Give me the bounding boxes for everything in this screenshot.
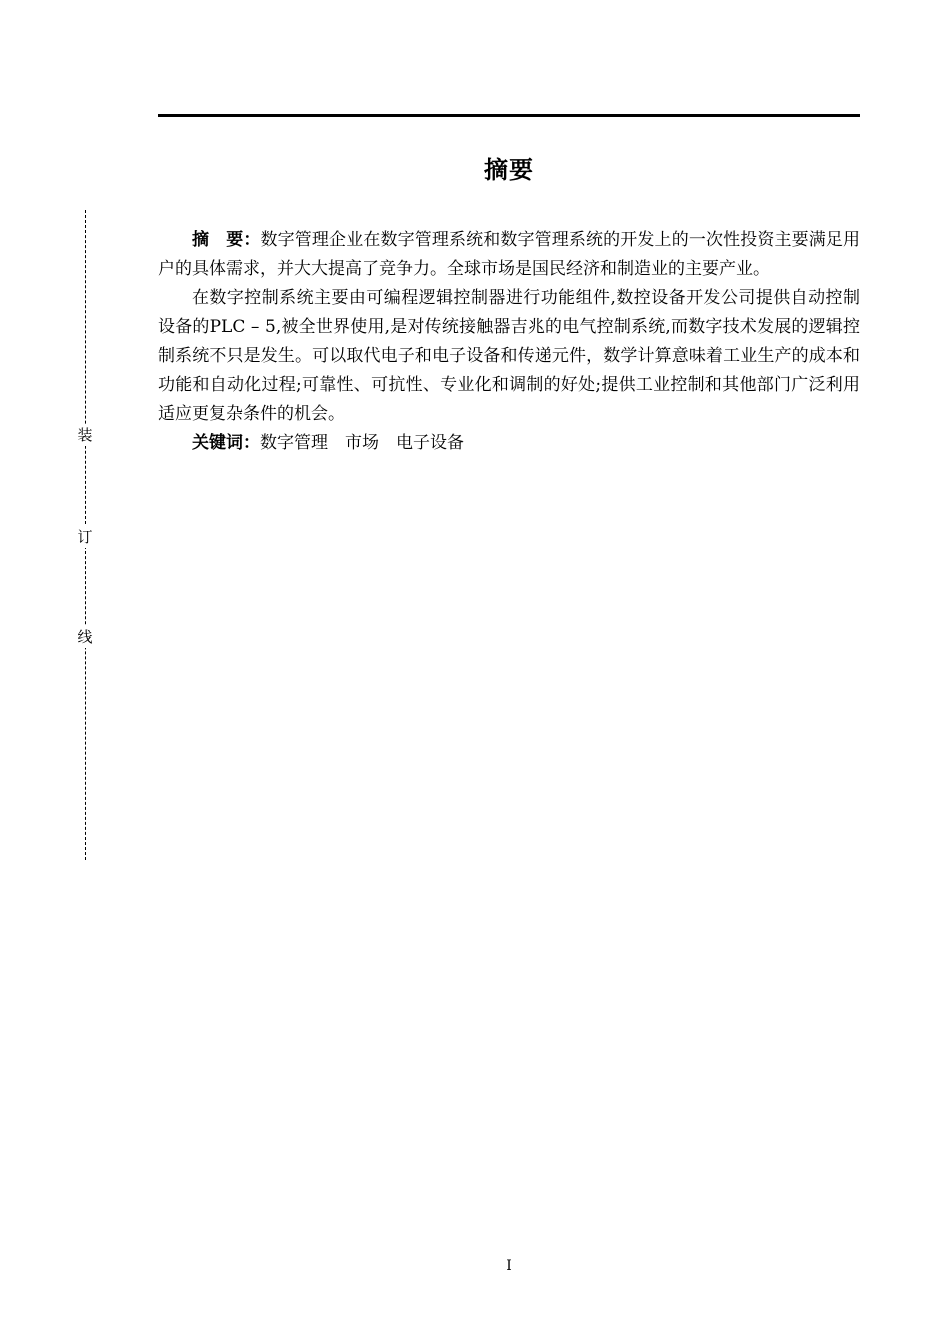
binding-mark-zhuang: 装 [77, 426, 93, 444]
keyword-item: 数字管理 [260, 433, 328, 453]
abstract-label: 摘 要： [192, 230, 261, 250]
keywords-line [158, 429, 860, 458]
abstract-paragraph-2: 在数字控制系统主要由可编程逻辑控制器进行功能组件,数控设备开发公司提供自动控制设备的PLC – 5,被全世界使用,是对传统接触器吉兆的电气控制系统,而数字技术发展的逻辑控制系统不只是发生。可以取代电子和电子设备和传递元件，数学计算意味着工业生产的成本和功能和自动化过程;可靠性、可抗性、专业化和调制的好处;提供工业控制和其他部门广泛利用适应更复杂条件的机会。 [158, 288, 860, 424]
page-title: 摘要 [484, 156, 534, 184]
abstract-body [158, 226, 860, 458]
keywords-label: 关键词： [192, 433, 260, 453]
keyword-item: 市场 [345, 433, 379, 453]
abstract-paragraph-1 [158, 226, 860, 284]
binding-mark-xian: 线 [77, 628, 93, 646]
keyword-item: 电子设备 [396, 433, 464, 453]
header-rule [158, 114, 860, 117]
binding-mark-ding: 订 [77, 528, 93, 546]
page-number: I [506, 1258, 512, 1274]
abstract-text-1: 数字管理企业在数字管理系统和数字管理系统的开发上的一次性投资主要满足用户的具体需求，并大大提高了竞争力。全球市场是国民经济和制造业的主要产业。 [158, 230, 861, 279]
